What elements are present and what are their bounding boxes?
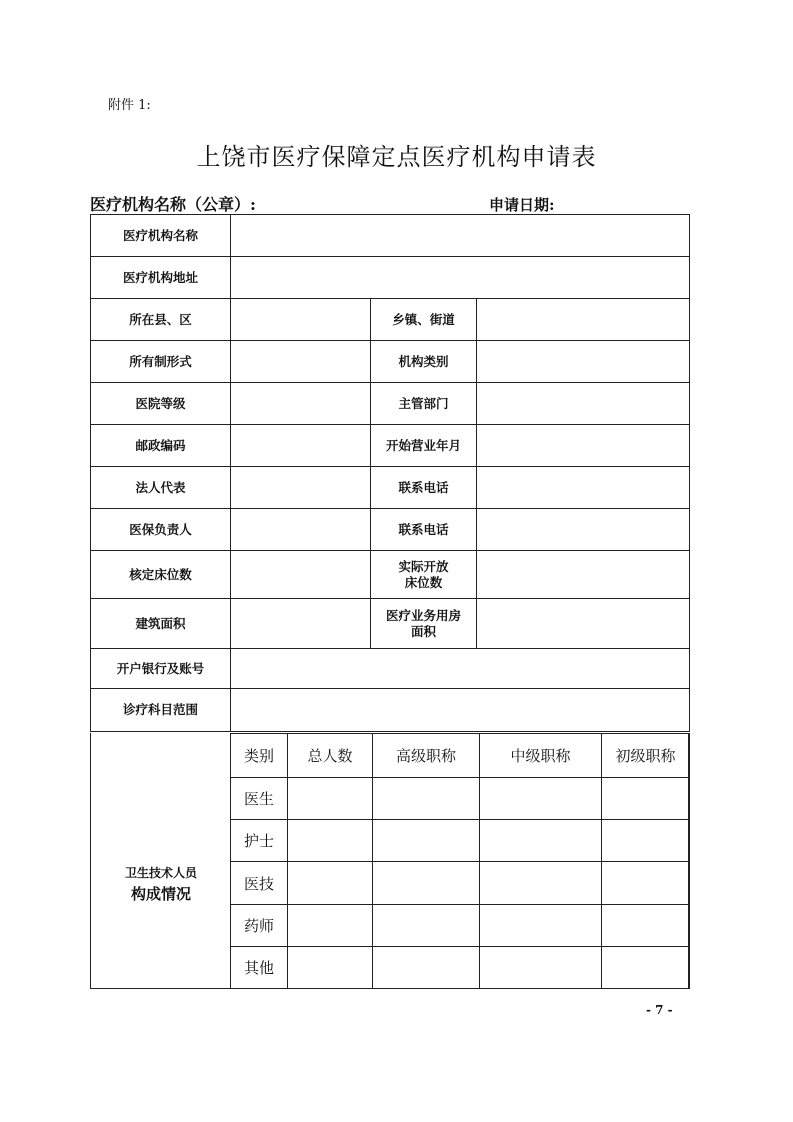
staff-header-intermediate: 中级职称 xyxy=(480,734,602,778)
staff-row-label-other: 其他 xyxy=(231,947,288,989)
supervising-dept-label: 主管部门 xyxy=(371,383,477,425)
bank-account-field[interactable] xyxy=(231,649,690,689)
hospital-level-label: 医院等级 xyxy=(91,383,231,425)
staff-header-total: 总人数 xyxy=(288,734,373,778)
institution-name-field[interactable] xyxy=(231,215,690,257)
approved-beds-field[interactable] xyxy=(231,551,371,599)
staff-cell[interactable] xyxy=(288,778,373,820)
actual-beds-label-line1: 实际开放 xyxy=(398,558,449,574)
building-area-field[interactable] xyxy=(231,599,371,649)
postal-code-field[interactable] xyxy=(231,425,371,467)
actual-beds-label-line2: 床位数 xyxy=(404,574,443,590)
staff-cell[interactable] xyxy=(602,862,690,905)
staff-cell[interactable] xyxy=(288,905,373,947)
actual-beds-field[interactable] xyxy=(477,551,690,599)
phone-label: 联系电话 xyxy=(371,467,477,509)
medical-area-label xyxy=(371,599,477,649)
supervising-dept-field[interactable] xyxy=(477,383,690,425)
staff-cell[interactable] xyxy=(602,820,690,862)
staff-row-label-technician: 医技 xyxy=(231,862,288,905)
building-area-label: 建筑面积 xyxy=(91,599,231,649)
staff-cell[interactable] xyxy=(480,947,602,989)
staff-cell[interactable] xyxy=(480,820,602,862)
page-title: 上饶市医疗保障定点医疗机构申请表 xyxy=(196,143,597,171)
institution-address-field[interactable] xyxy=(231,257,690,299)
insurance-contact-label: 医保负责人 xyxy=(91,509,231,551)
hospital-level-field[interactable] xyxy=(231,383,371,425)
institution-address-label: 医疗机构地址 xyxy=(91,257,231,299)
staff-cell[interactable] xyxy=(373,820,480,862)
page-number: - 7 - xyxy=(646,1003,673,1017)
staff-row-label-doctor: 医生 xyxy=(231,778,288,820)
staff-header-junior: 初级职称 xyxy=(602,734,690,778)
approved-beds-label: 核定床位数 xyxy=(91,551,231,599)
county-district-field[interactable] xyxy=(231,299,371,341)
medical-area-field[interactable] xyxy=(477,599,690,649)
phone-field[interactable] xyxy=(477,467,690,509)
legal-rep-field[interactable] xyxy=(231,467,371,509)
staff-label-line1: 卫生技术人员 xyxy=(124,866,197,880)
departments-label: 诊疗科目范围 xyxy=(91,689,231,732)
town-street-field[interactable] xyxy=(477,299,690,341)
staff-composition-table xyxy=(230,733,690,989)
staff-cell[interactable] xyxy=(288,947,373,989)
staff-label-line2: 构成情况 xyxy=(130,885,191,903)
staff-cell[interactable] xyxy=(602,778,690,820)
phone-field-2[interactable] xyxy=(477,509,690,551)
bank-account-label: 开户银行及账号 xyxy=(91,649,231,689)
org-name-label: 医疗机构名称（公章）: xyxy=(90,195,256,214)
staff-row-label-pharmacist: 药师 xyxy=(231,905,288,947)
staff-row-label-nurse: 护士 xyxy=(231,820,288,862)
staff-cell[interactable] xyxy=(602,947,690,989)
attachment-label: 附件 1: xyxy=(108,98,151,113)
staff-cell[interactable] xyxy=(373,947,480,989)
institution-name-label: 医疗机构名称 xyxy=(91,215,231,257)
ownership-form-label: 所有制形式 xyxy=(91,341,231,383)
staff-cell[interactable] xyxy=(373,862,480,905)
staff-header-senior: 高级职称 xyxy=(373,734,480,778)
institution-category-label: 机构类别 xyxy=(371,341,477,383)
medical-area-label-line2: 面积 xyxy=(410,623,436,639)
staff-cell[interactable] xyxy=(480,862,602,905)
phone-label-2: 联系电话 xyxy=(371,509,477,551)
postal-code-label: 邮政编码 xyxy=(91,425,231,467)
staff-cell[interactable] xyxy=(602,905,690,947)
staff-header-category: 类别 xyxy=(231,734,288,778)
insurance-contact-field[interactable] xyxy=(231,509,371,551)
county-district-label: 所在县、区 xyxy=(91,299,231,341)
business-start-field[interactable] xyxy=(477,425,690,467)
staff-composition-label xyxy=(91,864,231,904)
staff-cell[interactable] xyxy=(480,905,602,947)
staff-cell[interactable] xyxy=(288,820,373,862)
staff-cell[interactable] xyxy=(373,778,480,820)
departments-field[interactable] xyxy=(231,689,690,732)
business-start-label: 开始营业年月 xyxy=(371,425,477,467)
ownership-form-field[interactable] xyxy=(231,341,371,383)
institution-category-field[interactable] xyxy=(477,341,690,383)
staff-cell[interactable] xyxy=(480,778,602,820)
application-form-table xyxy=(90,214,690,732)
staff-cell[interactable] xyxy=(288,862,373,905)
apply-date-label: 申请日期: xyxy=(489,196,555,214)
staff-cell[interactable] xyxy=(373,905,480,947)
actual-beds-label xyxy=(371,551,477,599)
town-street-label: 乡镇、街道 xyxy=(371,299,477,341)
legal-rep-label: 法人代表 xyxy=(91,467,231,509)
medical-area-label-line1: 医疗业务用房 xyxy=(385,607,461,623)
